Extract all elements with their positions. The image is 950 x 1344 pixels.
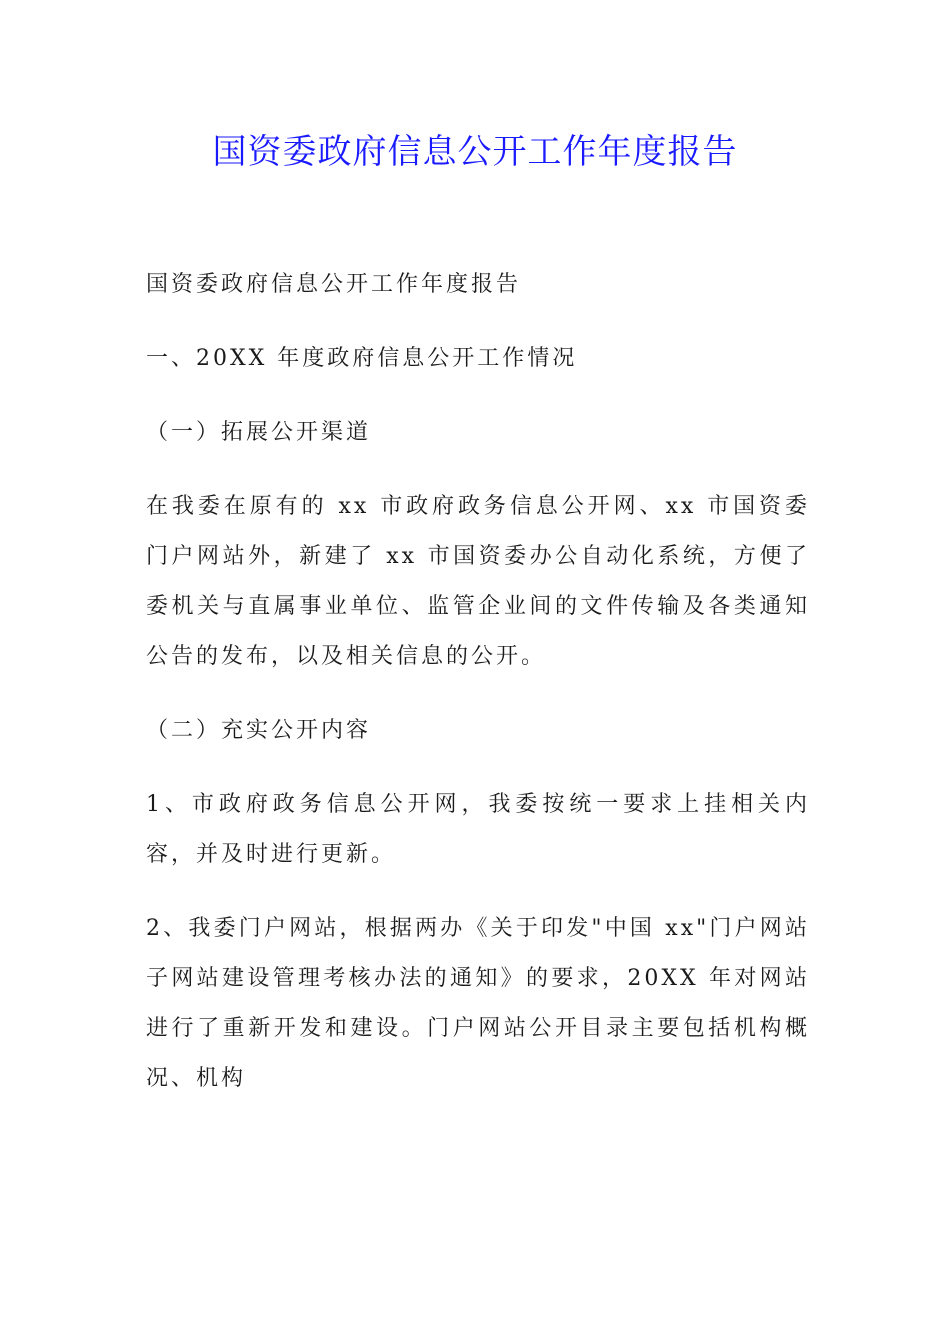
document-title: 国资委政府信息公开工作年度报告 [212,132,738,172]
paragraph-section-heading: 一、20XX 年度政府信息公开工作情况 [146,346,578,371]
paragraph-subsection-1: （一）拓展公开渠道 [146,420,372,445]
document-body [146,260,810,1128]
paragraph-subsection-2: （二）充实公开内容 [146,718,372,743]
paragraph-channels-body: 在我委在原有的 xx 市政府政务信息公开网、xx 市国资委门户网站外，新建了 xx 市国资委办公自动化系统，方便了委机关与直属事业单位、监管企业间的文件传输及各类通知公告的发布，以及相关信息的公开。 [146,494,810,669]
paragraph-item-2: 2、我委门户网站，根据两办《关于印发"中国 xx"门户网站子网站建设管理考核办法的通知》的要求，20XX 年对网站进行了重新开发和建设。门户网站公开目录主要包括机构概况、机构 [146,916,810,1091]
paragraph-report-heading: 国资委政府信息公开工作年度报告 [146,272,522,297]
paragraph-item-1: 1、市政府政务信息公开网，我委按统一要求上挂相关内容，并及时进行更新。 [146,792,810,867]
